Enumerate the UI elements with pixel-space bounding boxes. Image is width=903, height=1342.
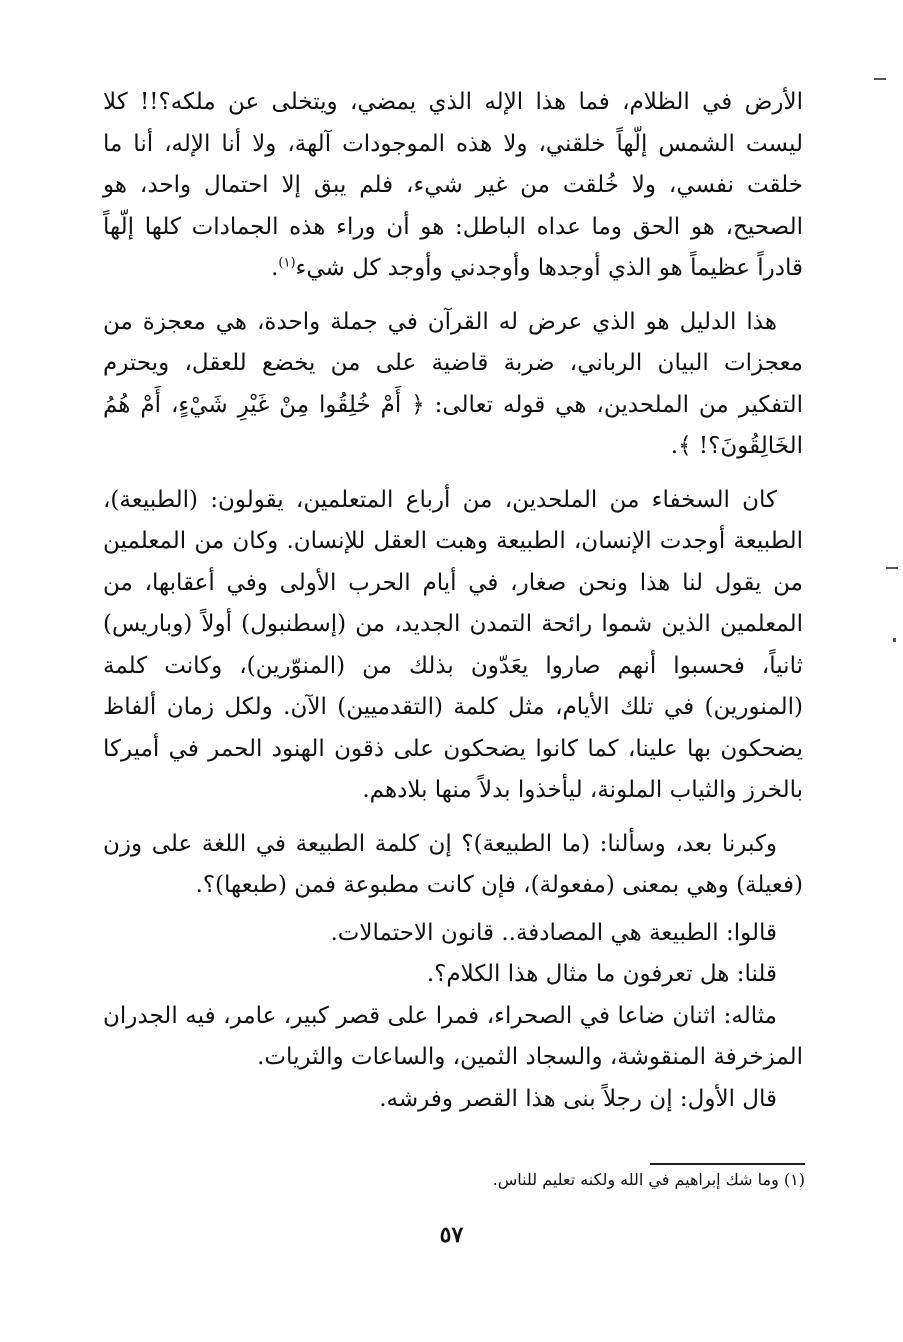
paragraph: قال الأول: إن رجلاً بنى هذا القصر وفرشه.	[379, 1085, 777, 1112]
paragraph-tail: .	[271, 255, 279, 281]
footnote-reference: (١)	[278, 255, 296, 271]
paragraph: قلنا: هل تعرفون ما مثال هذا الكلام؟.	[426, 961, 777, 987]
paragraph	[103, 82, 803, 290]
margin-mark	[893, 638, 896, 642]
margin-mark	[874, 78, 886, 80]
page-number: ٥٧	[439, 1222, 464, 1248]
paragraph: هذا الدليل هو الذي عرض له القرآن في جملة واحدة، هي معجزة من معجزات البيان الرباني، ضربة قاضية على من يخضع للعقل، ويحترم التفكير من الملحدين، هي قوله تعالى: ﴿ أَمْ خُلِقُوا مِنْ غَيْرِ شَيْءٍ، أَمْ هُمُ الخَالِقُونَ؟! ﴾.	[103, 308, 803, 459]
paragraph: وكبرنا بعد، وسألنا: (ما الطبيعة)؟ إن كلمة الطبيعة في اللغة على وزن (فعيلة) وهي بمعنى (مفعولة)، فإن كانت مطبوعة فمن (طبعها)؟.	[103, 830, 803, 898]
paragraph-text: الأرض في الظلام، فما هذا الإله الذي يمضي، ويتخلى عن ملكه؟!! كلا ليست الشمس إلّهاً خلقني، ولا هذه الموجودات آلهة، ولا أنا الإله، أنا ما خلقت نفسي، ولا خُلقت من غير شيء، فلم يبق إلا احتمال واحد، هو الصحيح، هو الحق وما عداه الباطل: هو أن وراء هذه الجمادات كلها إلّهاً قادراً عظيماً هو الذي أوجدها وأوجدني وأوجد كل شيء	[103, 89, 803, 281]
main-text	[103, 82, 803, 1120]
paragraph: قالوا: الطبيعة هي المصادفة.. قانون الاحتمالات.	[330, 919, 777, 946]
footnote-divider	[650, 1163, 805, 1165]
paragraph: كان السخفاء من الملحدين، من أرباع المتعلمين، يقولون: (الطبيعة)، الطبيعة أوجدت الإنسان، الطبيعة وهبت العقل للإنسان. وكان من المعلمين من يقول لنا هذا ونحن صغار، في أيام الحرب الأولى وفي أعقابها، من المعلمين الذين شموا رائحة التمدن الجديد، من (إسطنبول) أولاً (وباريس) ثانياً، فحسبوا أنهم صاروا يعَدّون بذلك من (المنوّرين)، وكانت كلمة (المنورين) في تلك الأيام، مثل كلمة (التقدميين) الآن. ولكل زمان ألفاظ يضحكون بها علينا، كما كانوا يضحكون على ذقون الهنود الحمر في أميركا بالخرز والثياب الملونة، ليأخذوا بدلاً منها بلادهم.	[103, 486, 803, 803]
margin-mark	[886, 567, 898, 569]
footnote: (١) وما شك إبراهيم في الله ولكنه تعليم للناس.	[492, 1170, 805, 1189]
paragraph: مثاله: اثنان ضاعا في الصحراء، فمرا على قصر كبير، عامر، فيه الجدران المزخرفة المنقوشة، والسجاد الثمين، والساعات والثريات.	[103, 1002, 803, 1070]
